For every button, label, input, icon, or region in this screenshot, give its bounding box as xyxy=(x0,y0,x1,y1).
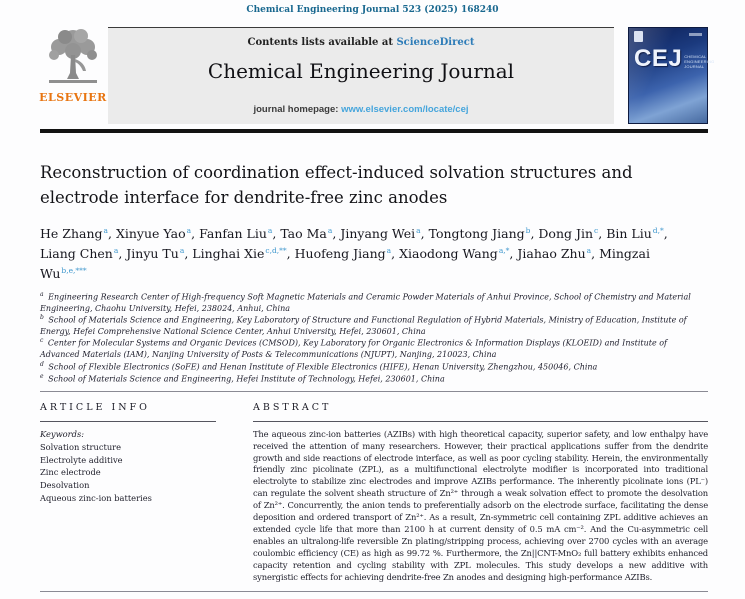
author-affil-marker: d,* xyxy=(652,226,664,236)
article-info-section xyxy=(40,402,216,584)
author-name: Mingzai $Wu^{b,e,***}$ xyxy=(40,245,650,281)
author-name: Dong Jin$^c$ xyxy=(538,225,599,241)
article-info-heading: ARTICLE INFO xyxy=(40,401,150,413)
affiliation-item: $^c$ Center for Molecular Systems and Organic Devices (CMSOD), Key Laboratory for Organic Electronics & Information Displays (KLOEID) and Institute of Advanced Materials (IAM), Nanjing University of Posts & Telecommunications (NJUPT), Nanjing, 210023, China xyxy=(40,337,668,360)
author-affil-marker: a xyxy=(416,226,421,236)
footer-rule xyxy=(40,591,708,592)
author-name: Fanfan Liu$^a$ xyxy=(199,225,273,241)
author-name: Jinyang Wei$^a$ xyxy=(340,225,421,241)
affiliation-item: $^b$ School of Materials Science and Engineering, Key Laboratory of Structure and Functional Regulation of Hybrid Materials, Ministry of Education, Institute of Energy, Hefei Comprehensive National Science Center, Anhui University, Hefei, 230601, China xyxy=(40,313,687,336)
elsevier-tree-icon xyxy=(45,27,101,89)
abstract-rule xyxy=(253,421,708,422)
journal-header xyxy=(39,27,715,124)
keywords-label: Keywords: xyxy=(40,428,85,439)
article-info-rule xyxy=(40,421,216,422)
abstract-section xyxy=(253,402,708,584)
elsevier-logo xyxy=(40,27,106,124)
author-affil-marker: b xyxy=(525,226,531,236)
author-affil-marker: a xyxy=(103,226,108,236)
author-affil-marker: c,d,** xyxy=(265,246,287,256)
author-affil-marker: a xyxy=(586,246,592,256)
author-affil-marker: a xyxy=(186,226,192,236)
cover-issue-mark xyxy=(689,33,702,36)
author-name: Bin Liu$^{d,*}$ xyxy=(606,225,664,241)
homepage-line xyxy=(108,104,614,115)
author-name: Huofeng Jiang$^a$ xyxy=(294,245,392,261)
article-title: Reconstruction of coordination effect-induced solvation structures and electrode interface for dendrite-free zinc anodes xyxy=(40,163,633,207)
journal-ref: Chemical Engineering Journal 523 (2025) 168240 xyxy=(246,5,499,15)
sciencedirect-link[interactable]: ScienceDirect xyxy=(396,37,475,48)
author-affil-marker: a xyxy=(179,246,185,256)
author-name: Xinyue Yao$^a$ xyxy=(115,225,192,241)
affiliation-item: $^a$ Engineering Research Center of High-frequency Soft Magnetic Materials and Ceramic Powder Materials of Anhui Province, School of Chemistry and Material Engineering, Chaohu University, Hefei, 238024, Anhui, China xyxy=(40,290,691,313)
author-name: Linghai Xie$^{c,d,**}$ xyxy=(192,245,287,261)
affiliation-list xyxy=(40,291,705,385)
author-affil-marker: a xyxy=(386,246,392,256)
journal-homepage-link[interactable]: www.elsevier.com/locate/cej xyxy=(341,104,469,115)
info-abstract-columns xyxy=(40,402,708,584)
author-affil-marker: c xyxy=(594,226,599,236)
author-name: Liang Chen$^a$ xyxy=(40,245,119,261)
journal-cover-image xyxy=(628,27,715,124)
author-affil-marker: a xyxy=(267,226,273,236)
author-list: He Zhang$^a$, Xinyue Yao$^a$, Fanfan Liu$^a$, Tao Ma$^a$, Jinyang Wei$^a$, Tongtong Jiang$^b$, Dong Jin$^c$, Bin Liu$^{d,*}$, Liang Chen$^a$, Jinyu Tu$^a$, Linghai Xie$^{c,d,**}$, Huofeng Jiang$^a$, Xiaodong Wang$^{a,*}$, Jiahao Zhu$^a$, Mingzai $Wu^{b,e,***}$ xyxy=(40,225,668,281)
journal-name: Chemical Engineering Journal xyxy=(207,59,515,83)
author-affil-marker: b,e,*** xyxy=(61,266,87,276)
cover-subtitle: CHEMICAL ENGINEERING JOURNAL xyxy=(684,54,715,70)
author-affil-marker: a xyxy=(327,226,333,236)
cover-title xyxy=(634,47,714,71)
cover-acronym: CEJ xyxy=(634,45,683,72)
contents-line xyxy=(108,37,614,48)
keyword-item: Desolvation xyxy=(40,480,90,491)
author-name: Xiaodong Wang$^{a,*}$ xyxy=(399,245,510,261)
keyword-item: Solvation structure xyxy=(40,441,122,452)
abstract-heading: ABSTRACT xyxy=(253,401,332,413)
author-name: Jinyu Tu$^a$ xyxy=(126,245,185,261)
affiliation-item: $^d$ School of Flexible Electronics (SoFE) and Henan Institute of Flexible Electronics (HIFE), Henan University, Zhengzhou, 450046, China xyxy=(40,360,598,372)
cover-publisher-emblem-icon xyxy=(634,31,643,42)
section-divider xyxy=(40,391,708,392)
keyword-item: Electrolyte additive xyxy=(40,454,123,465)
header-rule xyxy=(40,129,708,133)
author-name: Tongtong Jiang$^b$ xyxy=(428,225,531,241)
homepage-label: journal homepage: xyxy=(253,104,342,115)
keyword-item: Aqueous zinc-ion batteries xyxy=(40,493,152,504)
author-name: Tao Ma$^a$ xyxy=(280,225,333,241)
keyword-item: Zinc electrode xyxy=(40,467,101,478)
author-affil-marker: a,* xyxy=(498,246,510,256)
author-name: Jiahao Zhu$^a$ xyxy=(517,245,592,261)
contents-prefix: Contents lists available at xyxy=(247,37,397,48)
author-name: He Zhang$^a$ xyxy=(40,225,108,241)
affiliation-item: $^e$ School of Materials Science and Engineering, Hefei Institute of Technology, Hefei, 230601, China xyxy=(40,372,445,384)
journal-banner xyxy=(108,27,614,124)
abstract-text: The aqueous zinc-ion batteries (AZIBs) with high theoretical capacity, superior safety, and low enthalpy have received the attention of many researchers. However, their practical applications suffer from the dendrite growth and side reactions of electrode interface, as well as poor cycling stability. Herein, the environmentally friendly zinc picolinate (ZPL), as a multifunctional electrolyte modifier is incorporated into traditional electrolyte to stabilize zinc electrodes and improve AZIBs performance. The inherently picolinate ions (PL⁻) can regulate the solvent sheath structure of Zn²⁺ through a weak solvation effect to promote the desolvation of Zn²⁺. Concurrently, the anion tends to preferentially adsorb on the electrode surface, facilitating the dense deposition and ordered transport of Zn²⁺. As a result, Zn-symmetric cell containing ZPL additive achieves an extended cycle life that more than 2100 h at current density of 0.5 mA cm⁻². And the Cu-asymmetric cell enables an ultralong-life reversible Zn plating/stripping process, achieving over 2700 cycles with an average coulombic efficiency (CE) as high as 99.72 %. Furthermore, the Zn||CNT-MnO₂ full battery exhibits enhanced capacity retention and cycling stability with ZPL molecules. This study develops a new additive with synergistic effects for achieving dendrite-free Zn anodes and designing high-performance AZIBs. xyxy=(253,428,708,582)
author-affil-marker: a xyxy=(113,246,119,256)
keywords-list xyxy=(40,441,216,505)
elsevier-wordmark: ELSEVIER xyxy=(39,91,107,104)
